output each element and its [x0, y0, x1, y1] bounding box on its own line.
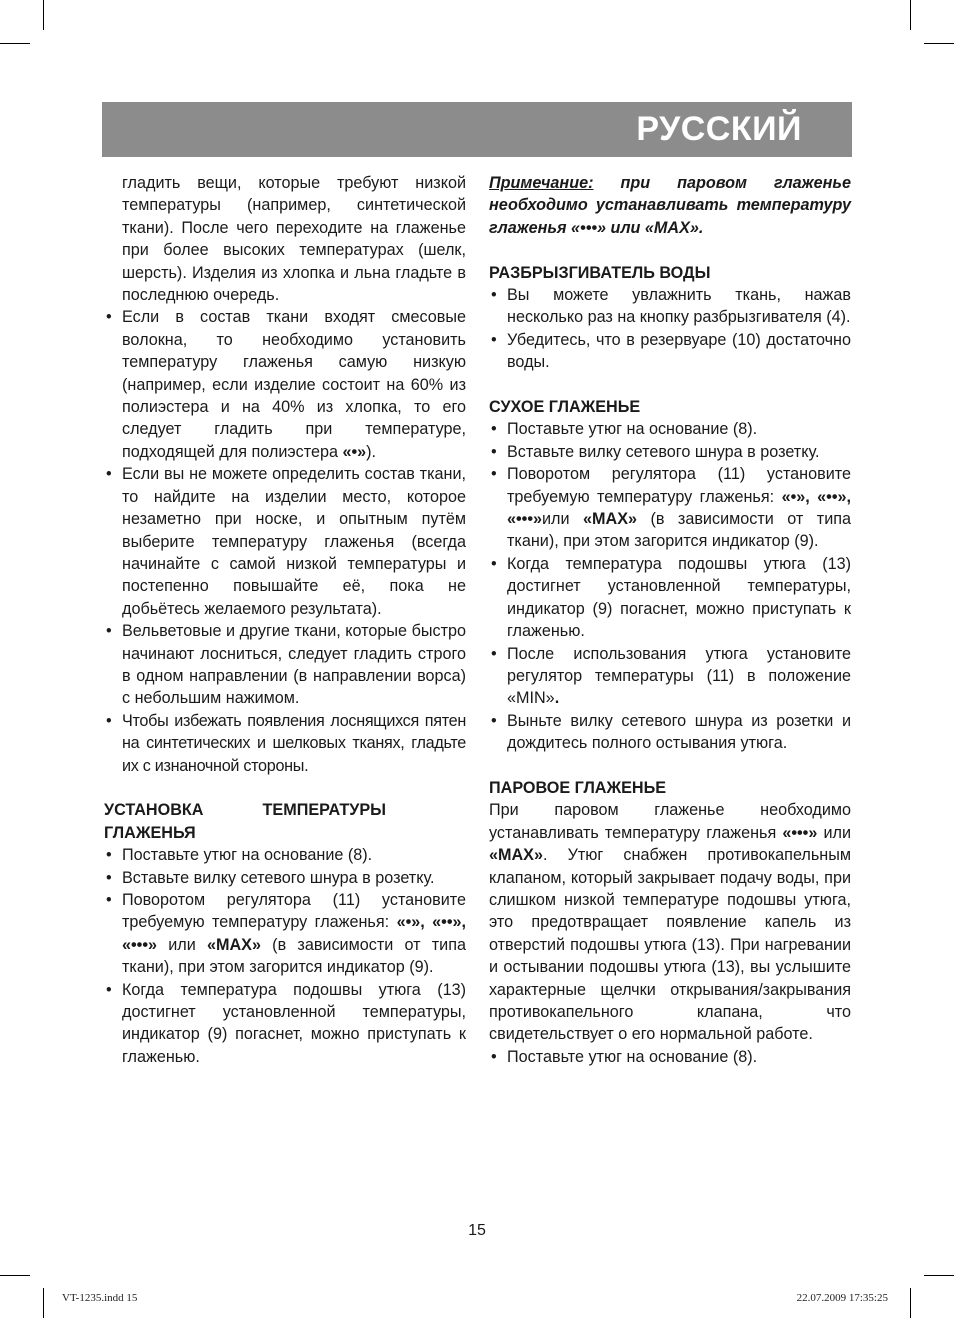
bullet-icon: • — [491, 554, 497, 573]
file-slug: VT-1235.indd 15 — [62, 1292, 138, 1304]
crop-mark — [910, 0, 911, 30]
sprayer-heading: РАЗБРЫЗГИВАТЕЛЬ ВОДЫ — [489, 263, 711, 282]
list-item: • Убедитесь, что в резервуаре (10) достаточно воды. — [491, 330, 851, 372]
dry-ironing-list — [489, 418, 851, 754]
bullet-icon: • — [491, 1047, 497, 1066]
bullet-icon: • — [106, 622, 112, 641]
bullet-icon: • — [491, 286, 497, 305]
crop-mark — [43, 0, 44, 30]
steam-ironing-list — [489, 1046, 851, 1068]
bullet-icon: • — [106, 308, 112, 327]
language-title: РУССКИЙ — [636, 110, 802, 148]
steam-paragraph: При паровом глаженье необходимо устанавливать температуру глаженья «•••» или «MAX». Утюг снабжен противокапельным клапаном, который закрывает подачу воды, при слишком низкой температуре подошвы утюга, это предотвращает появление капель из отверстий подошвы утюга (13). При нагревании и остывании подошвы утюга (13), вы услышите характерные щелчки открывания/закрывания противокапельного клапана, что свидетельствует о его нормальной работе. — [489, 801, 851, 1044]
list-item: • Поворотом регулятора (11) установите требуемую температуру глаженья: «•», «••», «•••»или «MAX» (в зависимости от типа ткани), при этом загорится индикатор (9). — [491, 465, 851, 551]
list-item: • Поставьте утюг на основание (8). — [104, 844, 466, 866]
intro-paragraph: гладить вещи, которые требуют низкой температуры (например, синтетической ткани). После чего переходите на глаженье при более высоких температурах (шелк, шерсть). Изделия из хлопка и льна гладьте в последнюю очередь. — [122, 174, 466, 305]
bullet-icon: • — [106, 980, 112, 999]
list-item: • Если в состав ткани входят смесовые волокна, то необходимо установить температуру глаженья самую низкую (например, если изделие состоит на 60% из полиэстера и на 40% из хлопка, то его следует гладить при температуре, подходящей для полиэстера «•»). — [106, 308, 466, 461]
bullet-icon: • — [106, 711, 112, 730]
left-column — [104, 172, 466, 1068]
list-item: • Выньте вилку сетевого шнура из розетки и дождитесь полного остывания утюга. — [491, 711, 851, 753]
list-item: • Когда температура подошвы утюга (13) достигнет установленной температуры, индикатор (9) погаснет, можно приступать к глаженью. — [491, 554, 851, 641]
bullet-icon: • — [491, 330, 497, 349]
crop-mark — [924, 43, 954, 44]
temperature-steps-list — [104, 844, 466, 1068]
list-item: • После использования утюга установите регулятор температуры (11) в положение «MIN». — [491, 644, 851, 708]
dry-ironing-heading: СУХОЕ ГЛАЖЕНЬЕ — [489, 398, 641, 417]
crop-mark — [0, 43, 30, 44]
bullet-icon: • — [491, 644, 497, 663]
note-label: Примечание: — [489, 174, 594, 192]
right-column — [489, 172, 851, 1068]
steam-ironing-heading: ПАРОВОЕ ГЛАЖЕНЬЕ — [489, 778, 667, 797]
steam-note: Примечание: при паровом глаженье необходимо устанавливать температуру глаженья «•••» или «MAX». — [489, 174, 851, 237]
bullet-icon: • — [491, 711, 497, 730]
list-item: • Поставьте утюг на основание (8). — [489, 418, 851, 440]
bullet-icon: • — [491, 465, 497, 484]
list-item: • Поставьте утюг на основание (8). — [489, 1046, 851, 1068]
bullet-icon: • — [491, 442, 497, 461]
list-item: • Поворотом регулятора (11) установите требуемую температуру глаженья: «•», «••», «•••» или «MAX» (в зависимости от типа ткани), при этом загорится индикатор (9). — [106, 890, 466, 977]
list-item: • Вельветовые и другие ткани, которые быстро начинают лосниться, следует гладить строго в одном направлении (в направлении ворса) с небольшим нажимом. — [106, 622, 466, 708]
crop-mark — [910, 1288, 911, 1318]
bullet-icon: • — [106, 890, 112, 909]
language-header-bar — [102, 102, 852, 157]
list-item: • Вставьте вилку сетевого шнура в розетку. — [104, 867, 466, 889]
list-item: • Если вы не можете определить состав ткани, то найдите на изделии место, которое незаметно при носке, и опытным путём выберите температуру глаженья (всегда начинайте с самой низкой температуры и постепенно повышайте её, пока не добьётесь желаемого результата). — [106, 465, 466, 618]
page-number: 15 — [468, 1222, 486, 1239]
bullet-icon: • — [106, 868, 112, 887]
crop-mark — [924, 1275, 954, 1276]
fabric-tips-list — [104, 306, 466, 777]
list-item: • Вставьте вилку сетевого шнура в розетку. — [489, 441, 851, 463]
bullet-icon: • — [106, 465, 112, 484]
sprayer-list — [489, 284, 851, 374]
date-slug: 22.07.2009 17:35:25 — [796, 1292, 888, 1304]
crop-mark — [43, 1288, 44, 1318]
bullet-icon: • — [491, 420, 497, 439]
temperature-heading: УСТАНОВКА ТЕМПЕРАТУРЫ ГЛАЖЕНЬЯ — [104, 801, 386, 842]
crop-mark — [0, 1275, 30, 1276]
list-item: • Когда температура подошвы утюга (13) достигнет установленной температуры, индикатор (9) погаснет, можно приступать к глаженью. — [106, 980, 466, 1066]
list-item: • Вы можете увлажнить ткань, нажав несколько раз на кнопку разбрызгивателя (4). — [491, 286, 851, 327]
list-item: • Чтобы избежать появления лоснящихся пятен на синтетических и шелковых тканях, гладьте их с изнаночной стороны. — [106, 711, 466, 775]
bullet-icon: • — [106, 846, 112, 865]
